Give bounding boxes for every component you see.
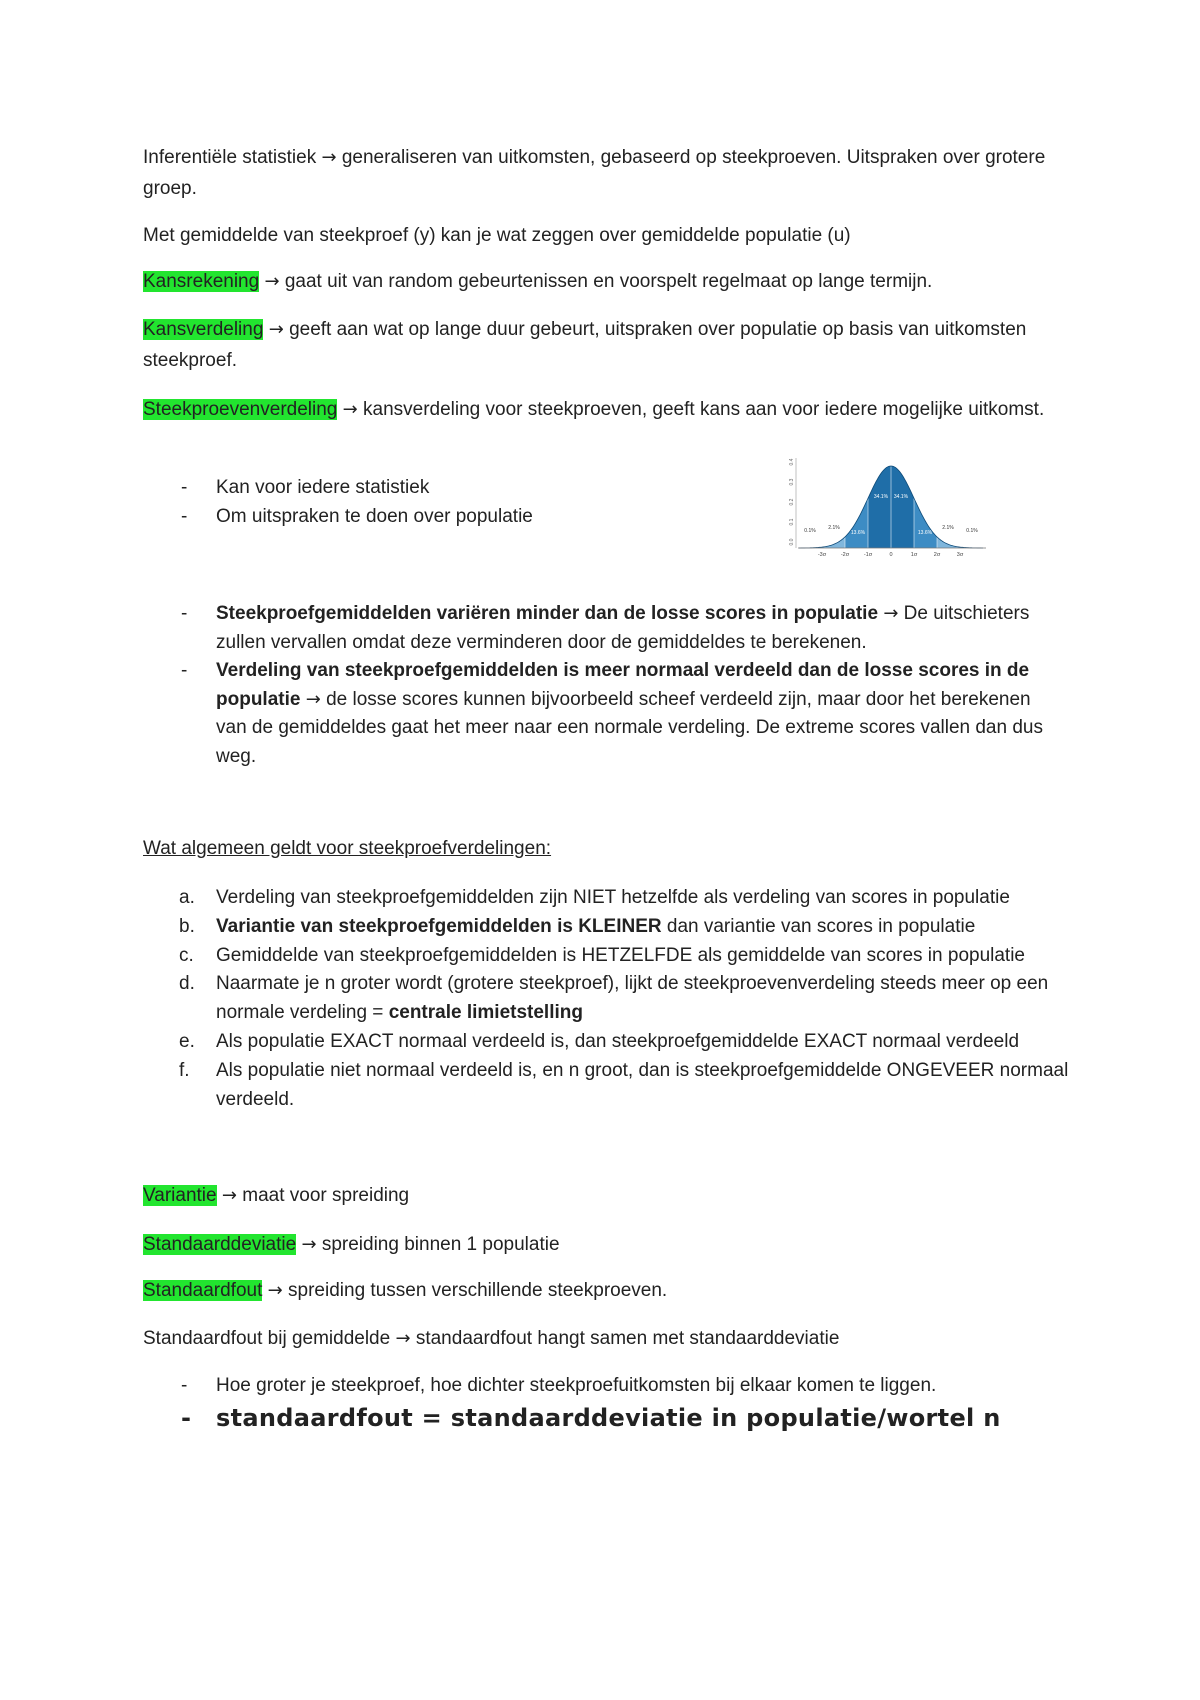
list-item-bold: Verdeling van steekproefgemiddelden is meer normaal verdeeld dan de losse scores in de populatie <box>216 660 1030 710</box>
list-item-text: Gemiddelde van steekproefgemiddelden is HETZELFDE als gemiddelde van scores in populatie <box>216 944 1025 966</box>
highlighted-term: Variantie <box>143 1185 217 1206</box>
definition-kansrekening <box>143 266 1063 297</box>
segment-label: 34.1% <box>873 494 889 500</box>
list-item <box>143 657 1063 771</box>
definition-text: geeft aan wat op lange duur gebeurt, uitspraken over populatie op basis van uitkomsten steekproef. <box>143 319 1027 371</box>
y-tick-label: 0.4 <box>789 458 795 466</box>
x-tick-label: 2σ <box>933 552 941 558</box>
list-item <box>143 600 1063 657</box>
bullet-marker: - <box>181 603 188 624</box>
list-marker: b. <box>179 915 195 937</box>
list-item-bold: Variantie van steekproefgemiddelden is KLEINER <box>216 915 662 937</box>
x-tick-label: -1σ <box>863 552 873 558</box>
x-tick-label: 1σ <box>910 552 918 558</box>
list-item-text: Als populatie EXACT normaal verdeeld is, dan steekproefgemiddelde EXACT normaal verdeeld <box>216 1030 1020 1052</box>
arrow-icon: → <box>221 1185 237 1206</box>
x-tick-label: 3σ <box>956 552 964 558</box>
x-tick-label: -2σ <box>840 552 850 558</box>
standaardfout-paragraph <box>143 1323 1063 1354</box>
list-item-text: Hoe groter je steekproef, hoe dichter steekproefuitkomsten bij elkaar komen te liggen. <box>216 1375 937 1396</box>
segment-label: 2.1% <box>828 525 840 531</box>
segment-label: 13.6% <box>850 530 866 536</box>
list-item-text: De uitschieters zullen vervallen omdat deze verminderen door de gemiddeldes te berekenen. <box>216 603 1030 653</box>
arrow-icon: → <box>321 147 337 168</box>
bell-curve <box>799 466 983 548</box>
list-marker: e. <box>179 1030 195 1052</box>
list-item-text: de losse scores kunnen bijvoorbeeld scheef verdeeld zijn, maar door het berekenen van de gemiddeldes gaat het meer naar een normale verdeling. De extreme scores vallen dan dus weg. <box>216 688 1043 767</box>
ordered-list <box>143 884 1078 1114</box>
intro-paragraph <box>143 142 1063 204</box>
highlighted-term: Steekproevenverdeling <box>143 399 338 420</box>
definition-standaarddeviatie <box>143 1229 1063 1260</box>
arrow-icon: → <box>264 271 280 292</box>
gemiddelde-paragraph: Met gemiddelde van steekproef (y) kan je wat zeggen over gemiddelde populatie (u) <box>143 225 851 246</box>
definition-variantie <box>143 1180 1063 1211</box>
list-item <box>143 1028 1078 1057</box>
bullet-marker: - <box>181 1375 188 1396</box>
definition-text: spreiding binnen 1 populatie <box>316 1234 560 1255</box>
y-tick-label: 0.0 <box>789 538 795 546</box>
highlighted-term: Kansrekening <box>143 271 260 292</box>
segment-label: 0.1% <box>966 528 978 534</box>
arrow-icon: → <box>268 319 284 340</box>
bullet-marker: - <box>181 660 188 681</box>
chart-y-axis <box>789 458 796 548</box>
definition-text: gaat uit van random gebeurtenissen en voorspelt regelmaat op lange termijn. <box>279 271 933 292</box>
list-item-text: Kan voor iedere statistiek <box>216 477 430 498</box>
list-item <box>143 913 1078 942</box>
arrow-icon: → <box>301 1234 317 1255</box>
list-item-text: dan variantie van scores in populatie <box>661 915 976 937</box>
definition-steekproevenverdeling <box>143 394 1063 425</box>
list-item <box>143 970 1078 1028</box>
bullet-marker: - <box>181 477 188 498</box>
intro-text: generaliseren van uitkomsten, gebaseerd op steekproeven. Uitspraken over grotere groep. <box>143 147 1046 199</box>
normal-distribution-chart <box>786 452 996 570</box>
segment-label: 0.1% <box>804 528 816 534</box>
definition-text: maat voor spreiding <box>236 1185 410 1206</box>
arrow-icon: → <box>305 688 321 710</box>
x-tick-labels <box>818 552 964 558</box>
segment-label: 13.6% <box>917 530 933 536</box>
segment-label: 2.1% <box>942 525 954 531</box>
list-marker: c. <box>179 944 194 966</box>
bullet-marker: - <box>181 505 188 527</box>
arrow-icon: → <box>883 603 899 624</box>
paragraph-text: standaardfout hangt samen met standaarddeviatie <box>410 1328 840 1349</box>
bullet-marker: - <box>181 1403 192 1432</box>
bullet-list-2 <box>143 600 1063 771</box>
list-item-text: Om uitspraken te doen over populatie <box>216 505 533 527</box>
highlighted-term: Standaardfout <box>143 1280 263 1301</box>
list-marker: a. <box>179 887 195 908</box>
section-heading: Wat algemeen geldt voor steekproefverdelingen: <box>143 838 552 859</box>
arrow-icon: → <box>342 399 358 420</box>
intro-term: Inferentiële statistiek <box>143 147 317 168</box>
y-tick-label: 0.1 <box>789 518 795 526</box>
list-item-bold: centrale limietstelling <box>388 1002 583 1024</box>
x-tick-label: 0 <box>889 552 893 558</box>
list-item <box>143 1372 1063 1401</box>
list-item-text: Naarmate je n groter wordt (grotere steekproef), lijkt de steekproevenverdeling steeds meer op een normale verdeling = <box>216 973 1049 1024</box>
curve-band <box>891 466 914 548</box>
list-item <box>143 884 1078 913</box>
list-marker: f. <box>179 1059 190 1081</box>
list-item-text: Als populatie niet normaal verdeeld is, en n groot, dan is steekproefgemiddelde ONGEVEER normaal verdeeld. <box>216 1059 1069 1110</box>
definition-kansverdeling <box>143 314 1063 376</box>
formula-item <box>143 1401 1063 1438</box>
bullet-list-3 <box>143 1372 1063 1438</box>
arrow-icon: → <box>395 1328 411 1349</box>
highlighted-term: Standaarddeviatie <box>143 1234 297 1255</box>
curve-band <box>868 466 891 548</box>
definition-text: kansverdeling voor steekproeven, geeft kans aan voor iedere mogelijke uitkomst. <box>357 399 1045 420</box>
arrow-icon: → <box>267 1280 283 1301</box>
y-tick-label: 0.2 <box>789 498 795 506</box>
list-item <box>143 1057 1078 1115</box>
list-item-text: Verdeling van steekproefgemiddelden zijn NIET hetzelfde als verdeling van scores in populatie <box>216 887 1010 908</box>
list-marker: d. <box>179 973 195 995</box>
list-item-bold: Steekproefgemiddelden variëren minder dan de losse scores in populatie <box>216 603 879 624</box>
formula-text: standaardfout = standaarddeviatie in populatie/wortel n <box>216 1403 1001 1432</box>
definition-text: spreiding tussen verschillende steekproeven. <box>282 1280 668 1301</box>
y-tick-label: 0.3 <box>789 478 795 486</box>
x-tick-label: -3σ <box>817 552 827 558</box>
highlighted-term: Kansverdeling <box>143 319 264 340</box>
definition-standaardfout <box>143 1275 1063 1306</box>
segment-label: 34.1% <box>893 494 909 500</box>
paragraph-text: Standaardfout bij gemiddelde <box>143 1328 396 1349</box>
list-item <box>143 942 1078 971</box>
